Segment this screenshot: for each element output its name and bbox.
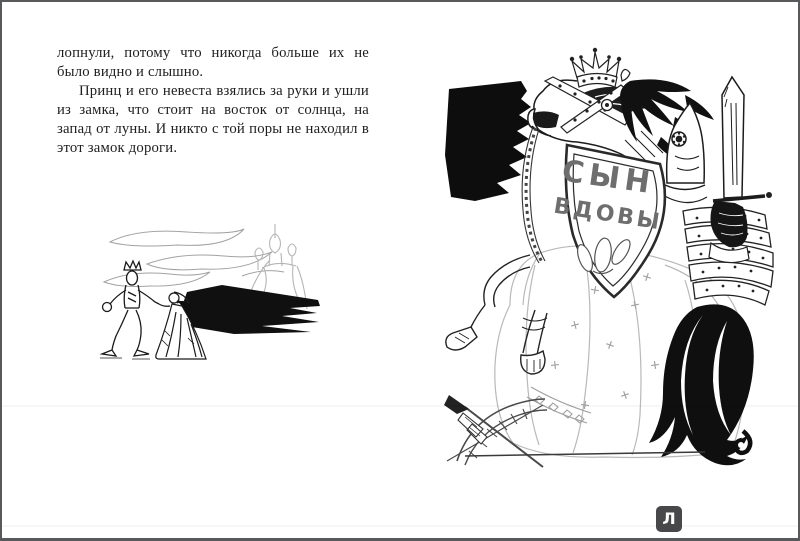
dark-backdrop: [445, 81, 531, 201]
labirint-watermark-badge: [656, 506, 682, 532]
story-paragraph: лопнули, потому что никогда больше их не было видно и слышно.: [57, 45, 369, 80]
scan-artifact-line: [2, 405, 798, 407]
crown: [570, 48, 630, 87]
cape-shadow: [180, 285, 320, 334]
knight-helmet: [665, 103, 705, 190]
story-paragraph: Принц и его невеста взялись за руки и ушли из замка, что стоит на восток от солнца, на запад от луны. И никто с той поры не находил в этот замок дороги.: [57, 83, 369, 156]
knight-illustration: [435, 15, 780, 470]
shield-motto-line1: СЫН: [559, 153, 657, 202]
shield-motto-line2: ВДОВЫ: [551, 193, 665, 236]
story-text-block: [57, 44, 369, 158]
prince-princess-illustration: [92, 212, 327, 367]
watermark-letter: Л: [662, 509, 676, 528]
